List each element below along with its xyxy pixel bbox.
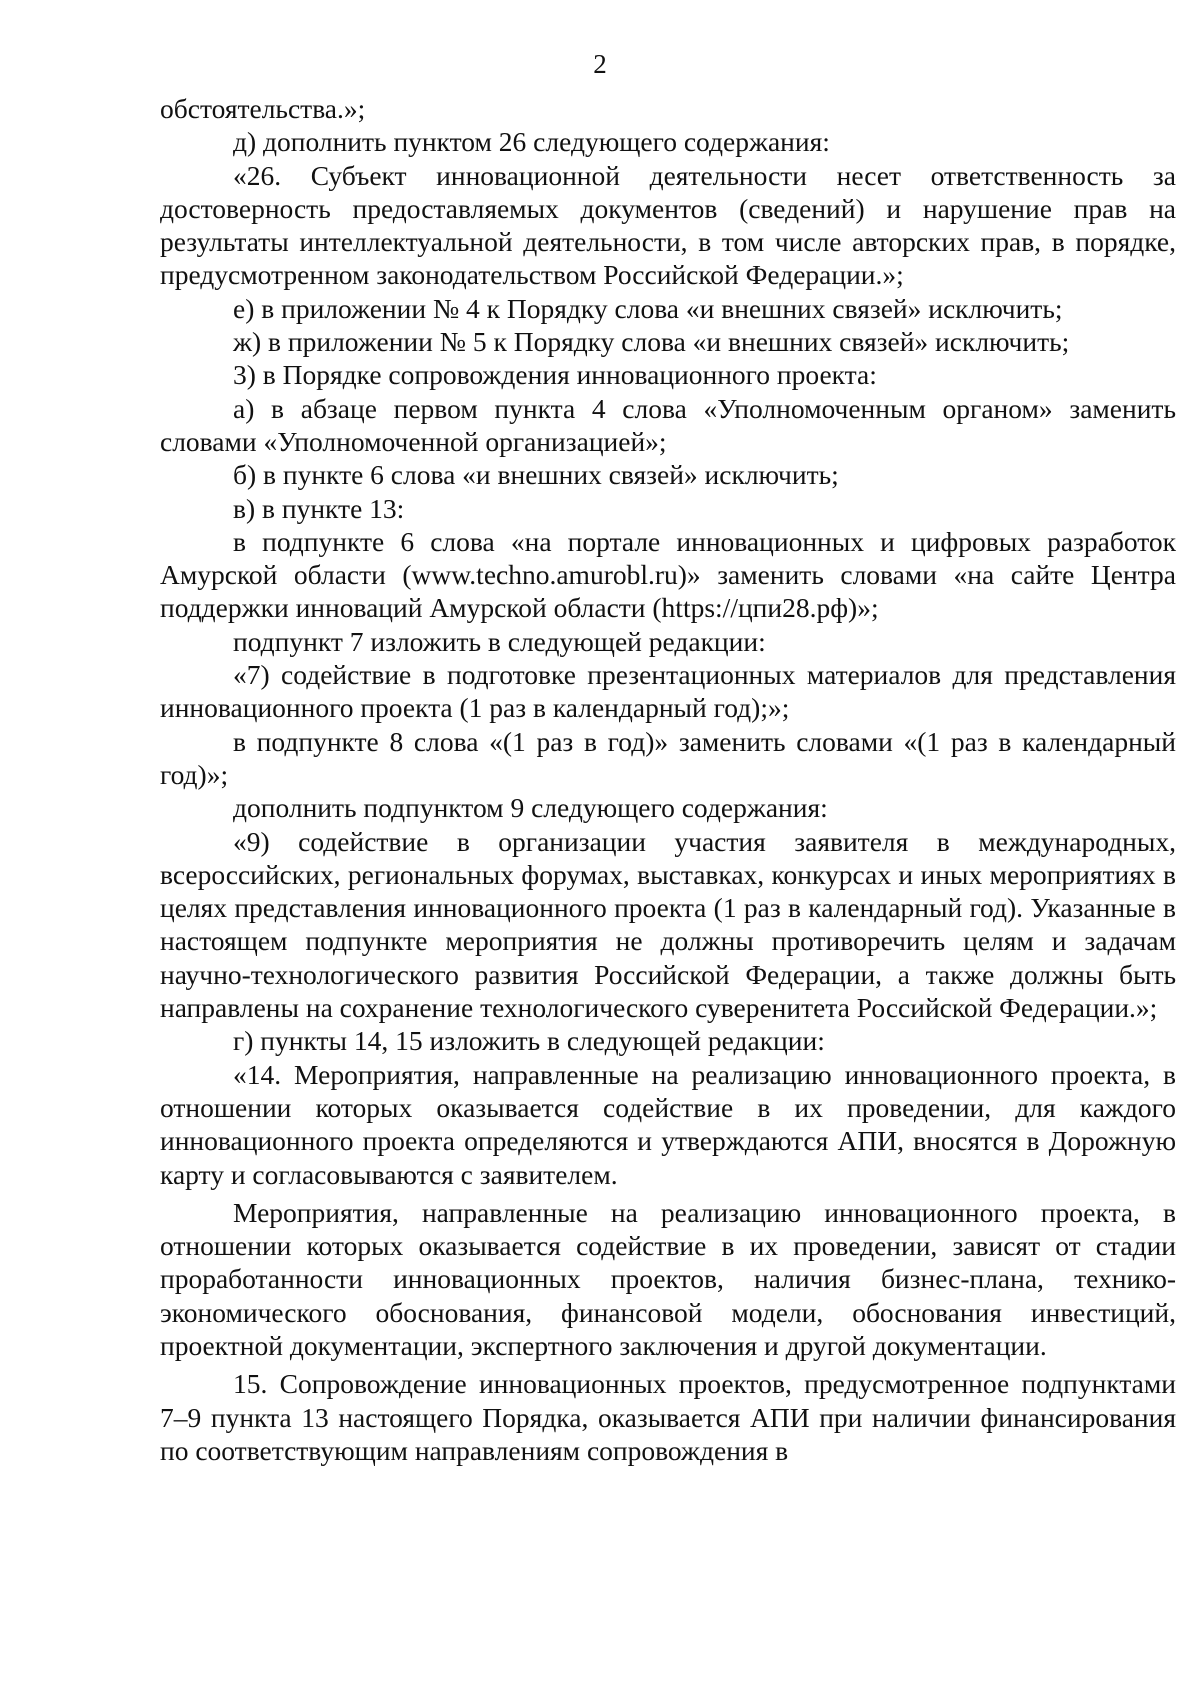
page-number: 2: [593, 49, 607, 79]
paragraph-point-14: «14. Мероприятия, направленные на реализацию инновационного проекта, в отношении которых оказывается содействие в их проведении, для каждого инновационного проекта определяются и утверждаются АПИ, вносятся в Дорожную карту и согласовываются с заявителем.: [160, 1058, 1176, 1190]
paragraph-item-a: а) в абзаце первом пункта 4 слова «Уполномоченным органом» заменить словами «Уполномоченной организацией»;: [160, 392, 1176, 457]
paragraph-point-14-continued: Мероприятия, направленные на реализацию инновационного проекта, в отношении которых оказывается содействие в их проведении, зависят от стадии проработанности инновационных проектов, наличия бизнес-плана, технико-экономического обоснования, финансовой модели, обоснования инвестиций, проектной документации, экспертного заключения и другой документации.: [160, 1196, 1176, 1361]
paragraph-subpoint-9-text: «9) содействие в организации участия заявителя в международных, всероссийских, региональных форумах, выставках, конкурсах и иных мероприятиях в целях представления инновационного проекта (1 раз в календарный год). Указанные в настоящем подпункте мероприятия не должны противоречить целям и задачам научно-технологического развития Российской Федерации, а также должны быть направлены на сохранение технологического суверенитета Российской Федерации.»;: [160, 825, 1176, 1024]
paragraph-item-g: г) пункты 14, 15 изложить в следующей редакции:: [233, 1025, 825, 1057]
paragraph-subpoint-8: в подпункте 8 слова «(1 раз в год)» заменить словами «(1 раз в календарный год)»;: [160, 725, 1176, 790]
paragraph-item-e: е) в приложении № 4 к Порядку слова «и внешних связей» исключить;: [233, 292, 1063, 324]
paragraph-subpoint-9-intro: дополнить подпунктом 9 следующего содержания:: [233, 792, 828, 824]
document-body: [160, 92, 1176, 1467]
paragraph-item-d: д) дополнить пунктом 26 следующего содержания:: [233, 126, 830, 158]
paragraph-subpoint-7-intro: подпункт 7 изложить в следующей редакции:: [233, 625, 766, 657]
paragraph-item-b: б) в пункте 6 слова «и внешних связей» исключить;: [233, 459, 839, 491]
paragraph-continuation: обстоятельства.»;: [160, 93, 366, 124]
paragraph-section-3: 3) в Порядке сопровождения инновационного проекта:: [233, 359, 877, 391]
paragraph-point-26: «26. Субъект инновационной деятельности несет ответственность за достоверность предоставляемых документов (сведений) и нарушение прав на результаты интеллектуальной деятельности, в том числе авторских прав, в порядке, предусмотренном законодательством Российской Федерации.»;: [160, 159, 1176, 291]
paragraph-item-zh: ж) в приложении № 5 к Порядку слова «и внешних связей» исключить;: [233, 326, 1070, 358]
paragraph-subpoint-7-text: «7) содействие в подготовке презентационных материалов для представления инновационного проекта (1 раз в календарный год);»;: [160, 659, 1176, 724]
paragraph-point-15: 15. Сопровождение инновационных проектов, предусмотренное подпунктами 7–9 пункта 13 настоящего Порядка, оказывается АПИ при наличии финансирования по соответствующим направлениям сопровождения в: [160, 1368, 1176, 1466]
paragraph-subpoint-6: в подпункте 6 слова «на портале инновационных и цифровых разработок Амурской области (www.techno.amurobl.ru)» заменить словами «на сайте Центра поддержки инноваций Амурской области (https://цпи28.рф)»;: [160, 525, 1176, 624]
paragraph-item-v: в) в пункте 13:: [233, 492, 405, 524]
